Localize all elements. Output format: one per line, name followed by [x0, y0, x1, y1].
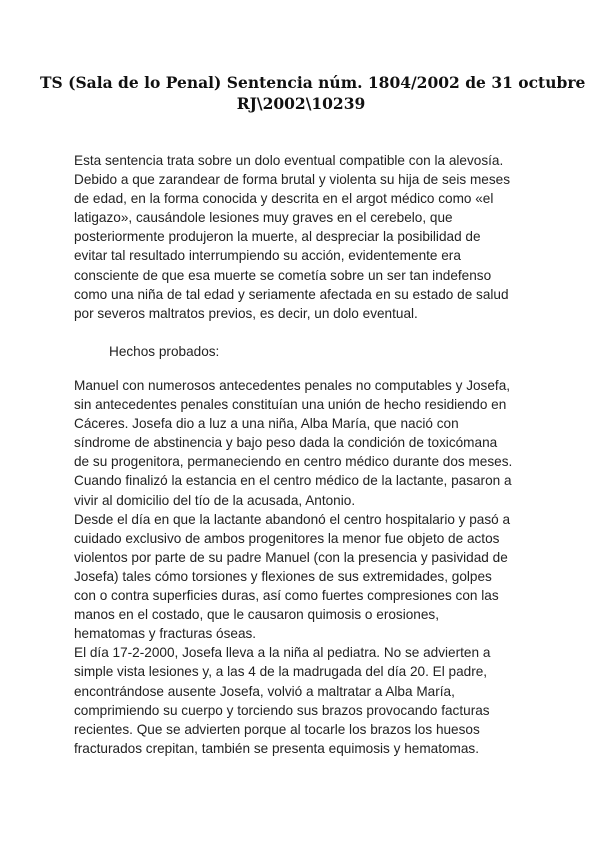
text-line: consciente de que esa muerte se cometía sobre un ser tan indefenso	[74, 267, 492, 283]
text-line: fracturados crepitan, también se presenta equimosis y hematomas.	[74, 740, 479, 756]
text-line: simple vista lesiones y, a las 4 de la madrugada del día 20. El padre,	[74, 664, 488, 680]
text-line: Cuando finalizó la estancia en el centro médico de la lactante, pasaron a	[74, 473, 512, 489]
text-line: Cáceres. Josefa dio a luz a una niña, Alba María, que nació con	[74, 416, 459, 432]
text-line: síndrome de abstinencia y bajo peso dada la condición de toxicómana	[74, 435, 498, 451]
summary-paragraph	[74, 151, 534, 323]
text-line: Manuel con numerosos antecedentes penales no computables y Josefa,	[74, 378, 511, 393]
text-line: vivir al domicilio del tío de la acusada, Antonio.	[74, 492, 356, 508]
text-line: de edad, en la forma conocida y descrita en el argot médico como «el	[74, 191, 494, 207]
text-line: de su progenitora, permaneciendo en centro médico durante dos meses.	[74, 454, 513, 470]
text-line: como una niña de tal edad y seriamente afectada en su estado de salud	[74, 286, 509, 302]
title-line: TS (Sala de lo Penal) Sentencia núm. 1804/2002 de 31 octubre	[40, 73, 586, 92]
title-line: RJ\2002\10239	[236, 94, 366, 113]
text-line: El día 17-2-2000, Josefa lleva a la niña al pediatra. No se advierten a	[74, 645, 491, 661]
text-line: posteriormente produjeron la muerte, al despreciar la posibilidad de	[74, 229, 481, 245]
text-line: violentos por parte de su padre Manuel (con la presencia y pasividad de	[74, 549, 508, 565]
facts-paragraph	[74, 376, 534, 758]
text-line: recientes. Que se advierten porque al tocarle los brazos los huesos	[74, 721, 480, 737]
document-title	[40, 72, 586, 114]
text-line: manos en el costado, que le causaron quimosis o erosiones,	[74, 607, 439, 623]
text-line: Debido a que zarandear de forma brutal y violenta su hija de seis meses	[74, 172, 511, 188]
heading-text: Hechos probados:	[109, 344, 220, 359]
text-line: comprimiendo su cuerpo y torciendo sus brazos provocando facturas	[74, 702, 490, 718]
text-line: Josefa) tales cómo torsiones y flexiones de sus extremidades, golpes	[74, 568, 492, 584]
text-line: por severos maltratos previos, es decir, un dolo eventual.	[74, 305, 418, 321]
text-line: encontrándose ausente Josefa, volvió a maltratar a Alba María,	[74, 683, 455, 699]
text-line: latigazo», causándole lesiones muy graves en el cerebelo, que	[74, 210, 453, 226]
text-line: con o contra superficies duras, así como fuertes compresiones con las	[74, 588, 499, 604]
section-heading	[109, 342, 569, 361]
text-line: Esta sentencia trata sobre un dolo eventual compatible con la alevosía.	[74, 153, 504, 168]
text-line: evitar tal resultado interrumpiendo su acción, evidentemente era	[74, 248, 461, 264]
text-line: cuidado exclusivo de ambos progenitores la menor fue objeto de actos	[74, 530, 500, 546]
text-line: Desde el día en que la lactante abandonó el centro hospitalario y pasó a	[74, 511, 511, 527]
text-line: sin antecedentes penales constituían una unión de hecho residiendo en	[74, 397, 507, 413]
text-line: hematomas y fracturas óseas.	[74, 626, 257, 642]
